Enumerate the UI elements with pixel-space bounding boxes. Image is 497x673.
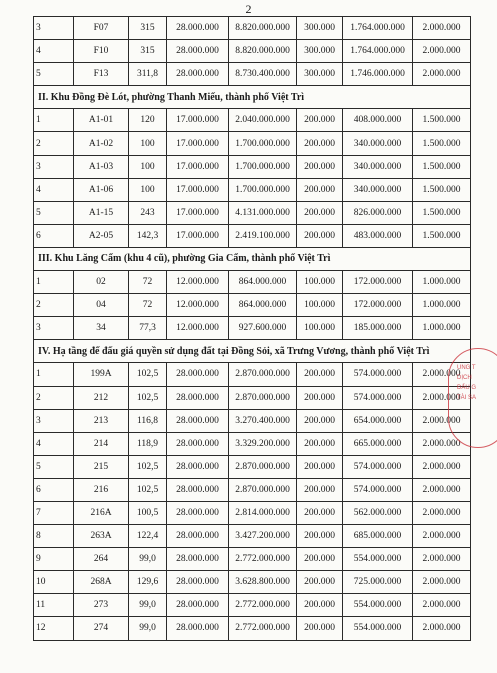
- unit-price-cell: 28.000.000: [167, 501, 229, 524]
- price-step-cell: 300.000: [297, 63, 343, 86]
- starting-price-cell: 2.772.000.000: [229, 594, 297, 617]
- area-cell: 315: [129, 17, 167, 40]
- area-cell: 116,8: [129, 409, 167, 432]
- unit-price-cell: 28.000.000: [167, 409, 229, 432]
- starting-price-cell: 8.820.000.000: [229, 40, 297, 63]
- lot-code-cell: A2-05: [74, 224, 129, 247]
- stt-cell: 2: [34, 386, 74, 409]
- starting-price-cell: 2.772.000.000: [229, 617, 297, 640]
- stt-cell: 11: [34, 594, 74, 617]
- table-row: [34, 317, 471, 340]
- unit-price-cell: 28.000.000: [167, 571, 229, 594]
- deposit-cell: 554.000.000: [343, 617, 413, 640]
- deposit-cell: 574.000.000: [343, 363, 413, 386]
- stt-cell: 7: [34, 501, 74, 524]
- table-row: [34, 525, 471, 548]
- fee-cell: 2.000.000: [413, 571, 471, 594]
- deposit-cell: 554.000.000: [343, 548, 413, 571]
- unit-price-cell: 17.000.000: [167, 224, 229, 247]
- unit-price-cell: 28.000.000: [167, 363, 229, 386]
- starting-price-cell: 2.870.000.000: [229, 455, 297, 478]
- price-step-cell: 200.000: [297, 455, 343, 478]
- unit-price-cell: 17.000.000: [167, 132, 229, 155]
- unit-price-cell: 28.000.000: [167, 386, 229, 409]
- starting-price-cell: 8.730.400.000: [229, 63, 297, 86]
- deposit-cell: 340.000.000: [343, 132, 413, 155]
- area-cell: 100: [129, 155, 167, 178]
- lot-code-cell: 268A: [74, 571, 129, 594]
- table-row: [34, 224, 471, 247]
- lot-code-cell: A1-06: [74, 178, 129, 201]
- table-row: [34, 363, 471, 386]
- stt-cell: 1: [34, 363, 74, 386]
- fee-cell: 2.000.000: [413, 455, 471, 478]
- unit-price-cell: 28.000.000: [167, 478, 229, 501]
- price-step-cell: 200.000: [297, 571, 343, 594]
- lot-code-cell: 34: [74, 317, 129, 340]
- lot-code-cell: 212: [74, 386, 129, 409]
- table-row: [34, 17, 471, 40]
- lot-code-cell: 199A: [74, 363, 129, 386]
- land-auction-table: [33, 16, 471, 641]
- deposit-cell: 826.000.000: [343, 201, 413, 224]
- starting-price-cell: 3.270.400.000: [229, 409, 297, 432]
- table-row: [34, 155, 471, 178]
- area-cell: 102,5: [129, 478, 167, 501]
- deposit-cell: 725.000.000: [343, 571, 413, 594]
- starting-price-cell: 2.870.000.000: [229, 386, 297, 409]
- starting-price-cell: 2.870.000.000: [229, 363, 297, 386]
- stt-cell: 12: [34, 617, 74, 640]
- unit-price-cell: 28.000.000: [167, 548, 229, 571]
- deposit-cell: 574.000.000: [343, 478, 413, 501]
- stt-cell: 6: [34, 224, 74, 247]
- area-cell: 100: [129, 178, 167, 201]
- deposit-cell: 554.000.000: [343, 594, 413, 617]
- price-step-cell: 100.000: [297, 294, 343, 317]
- lot-code-cell: 04: [74, 294, 129, 317]
- starting-price-cell: 2.419.100.000: [229, 224, 297, 247]
- starting-price-cell: 2.870.000.000: [229, 478, 297, 501]
- stt-cell: 2: [34, 294, 74, 317]
- deposit-cell: 185.000.000: [343, 317, 413, 340]
- stt-cell: 8: [34, 525, 74, 548]
- deposit-cell: 340.000.000: [343, 178, 413, 201]
- unit-price-cell: 28.000.000: [167, 40, 229, 63]
- unit-price-cell: 28.000.000: [167, 17, 229, 40]
- unit-price-cell: 17.000.000: [167, 155, 229, 178]
- area-cell: 118,9: [129, 432, 167, 455]
- table-row: [34, 271, 471, 294]
- stt-cell: 9: [34, 548, 74, 571]
- price-step-cell: 300.000: [297, 17, 343, 40]
- stt-cell: 5: [34, 63, 74, 86]
- unit-price-cell: 12.000.000: [167, 317, 229, 340]
- lot-code-cell: 263A: [74, 525, 129, 548]
- table-row: [34, 455, 471, 478]
- price-step-cell: 200.000: [297, 155, 343, 178]
- area-cell: 100,5: [129, 501, 167, 524]
- fee-cell: 2.000.000: [413, 63, 471, 86]
- unit-price-cell: 28.000.000: [167, 432, 229, 455]
- lot-code-cell: F10: [74, 40, 129, 63]
- price-step-cell: 100.000: [297, 271, 343, 294]
- lot-code-cell: 216: [74, 478, 129, 501]
- starting-price-cell: 4.131.000.000: [229, 201, 297, 224]
- starting-price-cell: 3.628.800.000: [229, 571, 297, 594]
- lot-code-cell: A1-01: [74, 109, 129, 132]
- fee-cell: 1.000.000: [413, 271, 471, 294]
- starting-price-cell: 864.000.000: [229, 294, 297, 317]
- lot-code-cell: F07: [74, 17, 129, 40]
- fee-cell: 1.000.000: [413, 294, 471, 317]
- deposit-cell: 1.764.000.000: [343, 17, 413, 40]
- area-cell: 100: [129, 132, 167, 155]
- table-row: [34, 386, 471, 409]
- starting-price-cell: 1.700.000.000: [229, 132, 297, 155]
- table-row: [34, 478, 471, 501]
- unit-price-cell: 28.000.000: [167, 594, 229, 617]
- price-step-cell: 200.000: [297, 409, 343, 432]
- fee-cell: 1.500.000: [413, 201, 471, 224]
- section-header-row: [34, 340, 471, 363]
- section-title: III. Khu Lăng Cẩm (khu 4 cũ), phường Gia Cẩm, thành phố Việt Trì: [34, 247, 471, 270]
- price-step-cell: 100.000: [297, 317, 343, 340]
- price-step-cell: 200.000: [297, 501, 343, 524]
- fee-cell: 1.500.000: [413, 155, 471, 178]
- starting-price-cell: 2.040.000.000: [229, 109, 297, 132]
- table-row: [34, 617, 471, 640]
- unit-price-cell: 12.000.000: [167, 271, 229, 294]
- starting-price-cell: 1.700.000.000: [229, 155, 297, 178]
- price-step-cell: 300.000: [297, 40, 343, 63]
- stamp-text: DỊCH: [457, 375, 472, 381]
- lot-code-cell: A1-02: [74, 132, 129, 155]
- fee-cell: 2.000.000: [413, 409, 471, 432]
- price-step-cell: 200.000: [297, 525, 343, 548]
- stt-cell: 3: [34, 155, 74, 178]
- table-row: [34, 40, 471, 63]
- fee-cell: 2.000.000: [413, 40, 471, 63]
- price-step-cell: 200.000: [297, 548, 343, 571]
- stt-cell: 1: [34, 271, 74, 294]
- price-step-cell: 200.000: [297, 132, 343, 155]
- starting-price-cell: 927.600.000: [229, 317, 297, 340]
- stt-cell: 3: [34, 409, 74, 432]
- fee-cell: 2.000.000: [413, 548, 471, 571]
- stt-cell: 4: [34, 432, 74, 455]
- deposit-cell: 654.000.000: [343, 409, 413, 432]
- fee-cell: 2.000.000: [413, 594, 471, 617]
- table-body: [34, 17, 471, 641]
- fee-cell: 2.000.000: [413, 386, 471, 409]
- lot-code-cell: 214: [74, 432, 129, 455]
- starting-price-cell: 864.000.000: [229, 271, 297, 294]
- area-cell: 99,0: [129, 548, 167, 571]
- table-row: [34, 178, 471, 201]
- table-row: [34, 571, 471, 594]
- stt-cell: 4: [34, 178, 74, 201]
- lot-code-cell: 216A: [74, 501, 129, 524]
- section-title: II. Khu Đồng Đè Lót, phường Thanh Miếu, thành phố Việt Trì: [34, 86, 471, 109]
- table-row: [34, 432, 471, 455]
- stt-cell: 3: [34, 17, 74, 40]
- price-step-cell: 200.000: [297, 594, 343, 617]
- fee-cell: 2.000.000: [413, 432, 471, 455]
- stt-cell: 6: [34, 478, 74, 501]
- table-row: [34, 201, 471, 224]
- red-stamp-seal: [448, 348, 497, 448]
- stt-cell: 3: [34, 317, 74, 340]
- lot-code-cell: 264: [74, 548, 129, 571]
- lot-code-cell: 215: [74, 455, 129, 478]
- table-row: [34, 501, 471, 524]
- area-cell: 102,5: [129, 363, 167, 386]
- stamp-text: UNG T: [457, 365, 476, 371]
- table-row: [34, 132, 471, 155]
- area-cell: 122,4: [129, 525, 167, 548]
- area-cell: 315: [129, 40, 167, 63]
- lot-code-cell: 02: [74, 271, 129, 294]
- table-row: [34, 109, 471, 132]
- fee-cell: 1.500.000: [413, 178, 471, 201]
- area-cell: 72: [129, 271, 167, 294]
- unit-price-cell: 12.000.000: [167, 294, 229, 317]
- deposit-cell: 172.000.000: [343, 271, 413, 294]
- price-step-cell: 200.000: [297, 363, 343, 386]
- area-cell: 77,3: [129, 317, 167, 340]
- price-step-cell: 200.000: [297, 478, 343, 501]
- deposit-cell: 574.000.000: [343, 455, 413, 478]
- unit-price-cell: 17.000.000: [167, 178, 229, 201]
- stt-cell: 10: [34, 571, 74, 594]
- lot-code-cell: 273: [74, 594, 129, 617]
- area-cell: 102,5: [129, 386, 167, 409]
- section-header-row: [34, 247, 471, 270]
- deposit-cell: 562.000.000: [343, 501, 413, 524]
- table-row: [34, 548, 471, 571]
- table-row: [34, 294, 471, 317]
- fee-cell: 1.000.000: [413, 317, 471, 340]
- fee-cell: 2.000.000: [413, 617, 471, 640]
- starting-price-cell: 3.427.200.000: [229, 525, 297, 548]
- lot-code-cell: F13: [74, 63, 129, 86]
- fee-cell: 2.000.000: [413, 525, 471, 548]
- stamp-text: ĐẤU G: [457, 385, 477, 391]
- deposit-cell: 483.000.000: [343, 224, 413, 247]
- fee-cell: 2.000.000: [413, 478, 471, 501]
- area-cell: 243: [129, 201, 167, 224]
- fee-cell: 2.000.000: [413, 17, 471, 40]
- lot-code-cell: A1-03: [74, 155, 129, 178]
- fee-cell: 2.000.000: [413, 363, 471, 386]
- page-number: 2: [245, 2, 252, 16]
- stt-cell: 1: [34, 109, 74, 132]
- lot-code-cell: 213: [74, 409, 129, 432]
- fee-cell: 2.000.000: [413, 501, 471, 524]
- area-cell: 99,0: [129, 594, 167, 617]
- price-step-cell: 200.000: [297, 109, 343, 132]
- unit-price-cell: 28.000.000: [167, 617, 229, 640]
- section-header-row: [34, 86, 471, 109]
- starting-price-cell: 2.814.000.000: [229, 501, 297, 524]
- stt-cell: 5: [34, 455, 74, 478]
- deposit-cell: 408.000.000: [343, 109, 413, 132]
- lot-code-cell: 274: [74, 617, 129, 640]
- deposit-cell: 1.746.000.000: [343, 63, 413, 86]
- unit-price-cell: 28.000.000: [167, 525, 229, 548]
- unit-price-cell: 17.000.000: [167, 201, 229, 224]
- unit-price-cell: 28.000.000: [167, 455, 229, 478]
- area-cell: 120: [129, 109, 167, 132]
- stt-cell: 5: [34, 201, 74, 224]
- stt-cell: 4: [34, 40, 74, 63]
- table-row: [34, 594, 471, 617]
- section-title: IV. Hạ tầng để đấu giá quyền sử dụng đất tại Đồng Sỏi, xã Trưng Vương, thành phố Việt Trì: [34, 340, 471, 363]
- deposit-cell: 340.000.000: [343, 155, 413, 178]
- stamp-text: TÀI SA: [457, 395, 477, 401]
- stt-cell: 2: [34, 132, 74, 155]
- area-cell: 99,0: [129, 617, 167, 640]
- deposit-cell: 574.000.000: [343, 386, 413, 409]
- price-step-cell: 200.000: [297, 178, 343, 201]
- fee-cell: 1.500.000: [413, 109, 471, 132]
- area-cell: 72: [129, 294, 167, 317]
- starting-price-cell: 2.772.000.000: [229, 548, 297, 571]
- deposit-cell: 1.764.000.000: [343, 40, 413, 63]
- lot-code-cell: A1-15: [74, 201, 129, 224]
- table-row: [34, 409, 471, 432]
- deposit-cell: 685.000.000: [343, 525, 413, 548]
- area-cell: 311,8: [129, 63, 167, 86]
- price-step-cell: 200.000: [297, 201, 343, 224]
- price-step-cell: 200.000: [297, 224, 343, 247]
- area-cell: 102,5: [129, 455, 167, 478]
- starting-price-cell: 1.700.000.000: [229, 178, 297, 201]
- table-row: [34, 63, 471, 86]
- unit-price-cell: 28.000.000: [167, 63, 229, 86]
- price-step-cell: 200.000: [297, 386, 343, 409]
- unit-price-cell: 17.000.000: [167, 109, 229, 132]
- price-step-cell: 200.000: [297, 432, 343, 455]
- fee-cell: 1.500.000: [413, 132, 471, 155]
- starting-price-cell: 8.820.000.000: [229, 17, 297, 40]
- area-cell: 129,6: [129, 571, 167, 594]
- price-step-cell: 200.000: [297, 617, 343, 640]
- fee-cell: 1.500.000: [413, 224, 471, 247]
- deposit-cell: 665.000.000: [343, 432, 413, 455]
- starting-price-cell: 3.329.200.000: [229, 432, 297, 455]
- area-cell: 142,3: [129, 224, 167, 247]
- deposit-cell: 172.000.000: [343, 294, 413, 317]
